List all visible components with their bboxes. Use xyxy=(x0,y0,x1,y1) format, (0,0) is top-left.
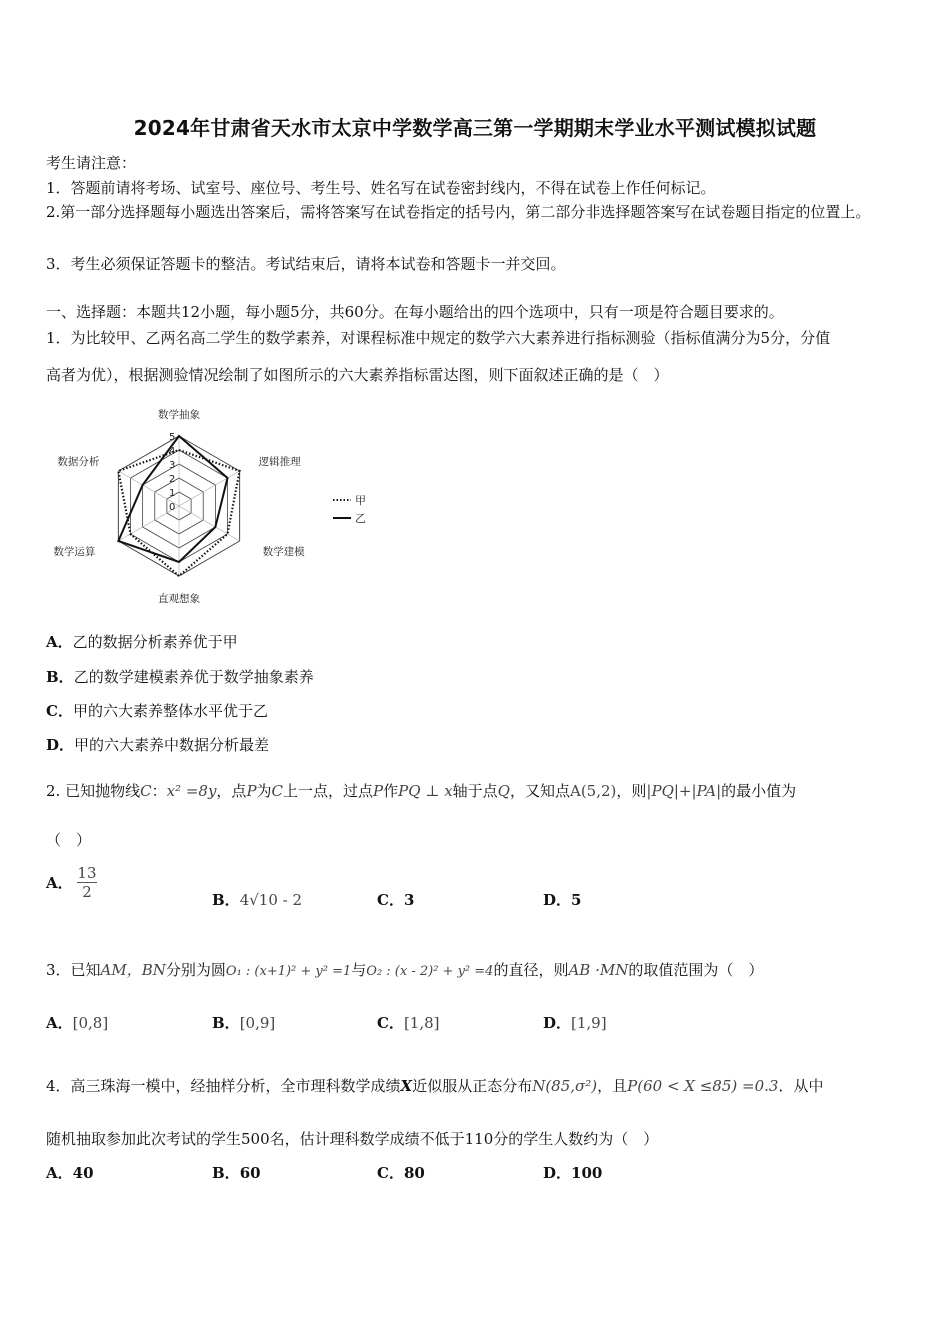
q4-stem-line2: 随机抽取参加此次考试的学生500名，估计理科数学成绩不低于110分的学生人数约为（ ） xyxy=(46,1130,659,1148)
radar-tick-label: 4 xyxy=(169,446,176,457)
q4-option-a[interactable]: A．40 xyxy=(46,1164,94,1182)
q1-option-c[interactable]: C．甲的六大素养整体水平优于乙 xyxy=(46,702,268,720)
radar-tick-label: 3 xyxy=(169,460,176,471)
page-title: 2024年甘肃省天水市太京中学数学高三第一学期期末学业水平测试模拟试题 xyxy=(133,116,817,140)
q3-option-c[interactable]: C．[1,8] xyxy=(377,1014,440,1032)
q1-option-a[interactable]: A．乙的数据分析素养优于甲 xyxy=(46,633,238,651)
notice-item-2: 2.第一部分选择题每小题选出答案后，需将答案写在试卷指定的括号内，第二部分非选择题答案写在试卷题目指定的位置上。 xyxy=(46,203,871,221)
q1-stem-line1: 1．为比较甲、乙两名高二学生的数学素养，对课程标准中规定的数学六大素养进行指标测验（指标值满分为5分，分值 xyxy=(46,329,831,347)
radar-tick-label: 5 xyxy=(169,432,176,443)
radar-spoke xyxy=(179,471,240,506)
notice-item-3: 3．考生必须保证答题卡的整洁。考试结束后，请将本试卷和答题卡一并交回。 xyxy=(46,255,566,273)
radar-legend xyxy=(333,494,366,525)
q4-stem-line1: 4．高三珠海一模中，经抽样分析，全市理科数学成绩X近似服从正态分布N(85,σ²)，且P(60 < X ≤85) =0.3．从中 xyxy=(46,1077,824,1095)
radar-tick-label: 0 xyxy=(169,502,176,513)
q2-option-d[interactable]: D．5 xyxy=(543,891,582,909)
q1-option-b[interactable]: B．乙的数学建模素养优于数学抽象素养 xyxy=(46,668,314,686)
q4-option-b[interactable]: B．60 xyxy=(212,1164,261,1182)
q2-answer-paren: （ ） xyxy=(46,831,92,849)
radar-tick-label: 1 xyxy=(169,488,176,499)
radar-axis-label: 数据分析 xyxy=(57,456,100,468)
q4-option-d[interactable]: D．100 xyxy=(543,1164,603,1182)
radar-tick-label: 2 xyxy=(169,474,176,485)
radar-axis-label: 数学抽象 xyxy=(158,409,200,421)
q1-option-d[interactable]: D．甲的六大素养中数据分析最差 xyxy=(46,736,270,754)
section-heading: 一、选择题：本题共12小题，每小题5分，共60分。在每小题给出的四个选项中，只有一项是符合题目要求的。 xyxy=(46,303,784,321)
q2-option-a[interactable]: A． $\frac{13}{2}$ xyxy=(46,864,97,901)
q3-option-a[interactable]: A．[0,8] xyxy=(46,1014,109,1032)
q3-option-d[interactable]: D．[1,9] xyxy=(543,1014,607,1032)
radar-spoke xyxy=(179,506,240,541)
legend-label: 甲 xyxy=(355,494,366,507)
q2-option-c[interactable]: C．3 xyxy=(377,891,415,909)
notice-heading: 考生请注意： xyxy=(46,154,137,172)
radar-axis-label: 逻辑推理 xyxy=(258,456,301,468)
q2-option-b[interactable]: B．4√10 - 2 xyxy=(212,891,303,909)
q3-stem: 3．已知AM，BN分别为圆O₁ : (x+1)² + y² =1与O₂ : (x - 2)² + y² =4的直径，则AB ·MN的取值范围为（ ） xyxy=(46,961,764,979)
radar-axis-label: 直观想象 xyxy=(158,593,200,605)
radar-axis-label: 数学建模 xyxy=(262,546,305,558)
radar-chart xyxy=(46,398,376,613)
q2-stem: 2. 已知抛物线C：x² =8y，点P为C上一点，过点P作PQ ⊥ x轴于点Q，又知点A(5,2)，则|PQ|+|PA|的最小值为 xyxy=(46,782,797,800)
fraction: $\frac{13}{2}$ xyxy=(77,864,97,901)
notice-item-1: 1．答题前请将考场、试室号、座位号、考生号、姓名写在试卷密封线内，不得在试卷上作任何标记。 xyxy=(46,179,716,197)
q4-option-c[interactable]: C．80 xyxy=(377,1164,425,1182)
q1-stem-line2: 高者为优），根据测验情况绘制了如图所示的六大素养指标雷达图，则下面叙述正确的是（ ） xyxy=(46,366,669,384)
legend-label: 乙 xyxy=(355,512,366,525)
q3-option-b[interactable]: B．[0,9] xyxy=(212,1014,276,1032)
radar-axis-label: 数学运算 xyxy=(53,546,96,558)
